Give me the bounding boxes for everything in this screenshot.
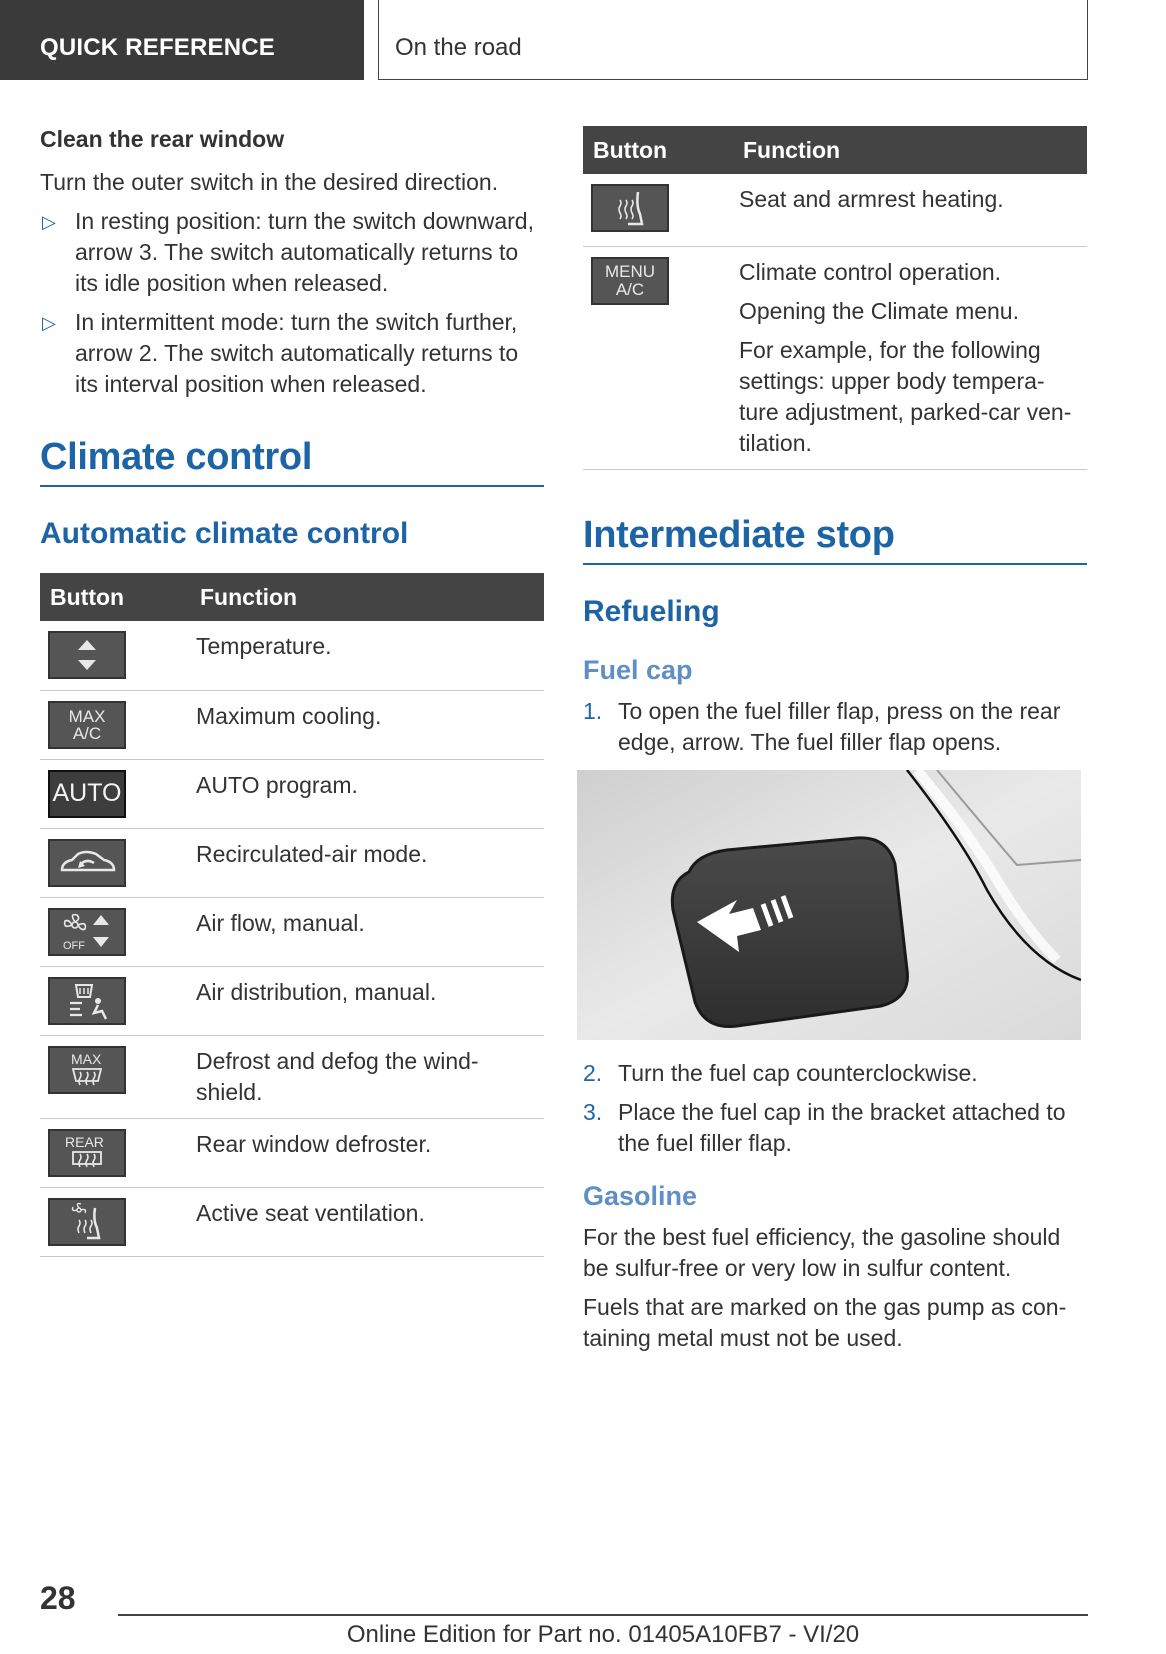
bullet-triangle-icon: ▷ <box>42 212 56 232</box>
header-section-label: QUICK REFERENCE <box>40 34 276 61</box>
list-item: 2. Turn the fuel cap counterclockwise. <box>583 1059 978 1086</box>
gasoline-paragraph: Fuels that are marked on the gas pump as con-taining metal must not be used. <box>583 1293 1067 1351</box>
table-cell-function: Air flow, manual. <box>190 897 544 966</box>
seat-ventilation-icon <box>48 1198 126 1246</box>
table-cell-function: Air distribution, manual. <box>190 966 544 1035</box>
table-row <box>40 828 544 897</box>
svg-text:REAR: REAR <box>65 1133 104 1150</box>
table-row <box>40 1118 544 1187</box>
table-cell-function: Temperature. <box>190 621 544 690</box>
air-distribution-icon <box>48 977 126 1025</box>
table-cell-function: Seat and armrest heating. <box>733 174 1087 246</box>
fuel-cap-steps-a <box>583 696 1087 758</box>
footer-divider <box>118 1614 1088 1616</box>
table-header-button: Button <box>40 573 190 621</box>
temperature-arrows-icon <box>48 631 126 679</box>
rear-window-bullets <box>40 206 544 400</box>
max-ac-icon: MAX A/C <box>48 701 126 749</box>
list-item: 1. To open the fuel filler flap, press on the rear edge, arrow. The fuel filler flap opens. <box>583 697 1061 755</box>
fan-off-arrows-icon <box>48 908 126 956</box>
gasoline-paragraph: For the best fuel efficiency, the gasoline should be sulfur-free or very low in sulfur content. <box>583 1223 1061 1281</box>
table-cell-function: Recirculated-air mode. <box>190 828 544 897</box>
rear-defrost-icon <box>48 1129 126 1177</box>
table-row <box>40 1187 544 1256</box>
svg-text:MAX: MAX <box>71 1050 102 1067</box>
header-section-tab <box>0 0 364 80</box>
fuel-cap-steps-b <box>583 1058 1087 1159</box>
menu-ac-icon: MENU A/C <box>591 257 669 305</box>
climate-control-title: Climate control <box>40 436 544 487</box>
table-row <box>40 621 544 690</box>
table-header-function: Function <box>190 573 544 621</box>
table-cell-function: Defrost and defog the wind-shield. <box>190 1035 544 1118</box>
rear-window-intro: Turn the outer switch in the desired direction. <box>40 169 499 195</box>
table-row <box>40 690 544 759</box>
max-defrost-icon <box>48 1046 126 1094</box>
fuel-flap-illustration <box>577 770 1081 1040</box>
table-cell-function: Rear window defroster. <box>190 1118 544 1187</box>
seat-heating-icon <box>591 184 669 232</box>
table-header-function: Function <box>733 126 1087 174</box>
list-item: 3. Place the fuel cap in the bracket attached to the fuel filler flap. <box>583 1098 1066 1156</box>
bullet-triangle-icon: ▷ <box>42 313 56 333</box>
fuel-cap-heading: Fuel cap <box>583 654 693 685</box>
right-column <box>583 126 1087 1354</box>
table-row <box>583 174 1087 246</box>
table-cell-function: Active seat ventilation. <box>190 1187 544 1256</box>
automatic-climate-subtitle: Automatic climate control <box>40 517 409 550</box>
climate-button-table <box>40 573 544 1257</box>
auto-icon: AUTO <box>48 770 126 818</box>
intermediate-stop-title: Intermediate stop <box>583 514 1087 565</box>
refueling-subtitle: Refueling <box>583 594 720 628</box>
table-row <box>40 966 544 1035</box>
table-cell-function: Climate control operation. Opening the Climate menu. For example, for the following settings: upper body tempera-ture adjustment, parked-car ven-tilation. <box>733 246 1087 469</box>
table-row <box>40 759 544 828</box>
table-cell-function: Maximum cooling. <box>190 690 544 759</box>
rear-window-heading: Clean the rear window <box>40 126 285 152</box>
table-row <box>583 246 1087 469</box>
list-item: ▷ In intermittent mode: turn the switch further, arrow 2. The switch automatically returns to its interval position when released. <box>42 309 519 397</box>
gasoline-heading: Gasoline <box>583 1180 698 1211</box>
header-chapter-box <box>378 0 1088 80</box>
footer-edition: Online Edition for Part no. 01405A10FB7 - VI/20 <box>346 1621 860 1648</box>
left-column <box>40 126 544 1257</box>
table-cell-function: AUTO program. <box>190 759 544 828</box>
table-row <box>40 897 544 966</box>
header-chapter-label: On the road <box>395 34 522 61</box>
table-row <box>40 1035 544 1118</box>
recirculation-icon <box>48 839 126 887</box>
page-number: 28 <box>40 1580 76 1616</box>
table-header-button: Button <box>583 126 733 174</box>
svg-text:OFF: OFF <box>63 939 85 952</box>
seat-climate-table <box>583 126 1087 470</box>
list-item: ▷ In resting position: turn the switch downward, arrow 3. The switch automatically returns to its idle position when released. <box>42 208 534 296</box>
